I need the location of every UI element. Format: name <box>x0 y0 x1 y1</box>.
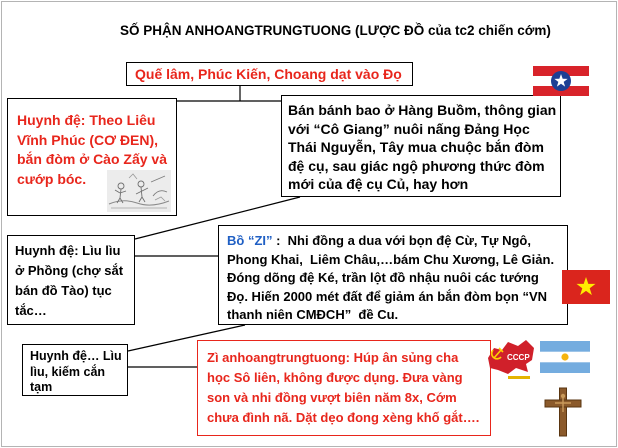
text-fragment: : Nhi đồng a dua với bọn đệ Cừ, Tự Ngô, <box>272 233 531 248</box>
text-line: Thái Nguyễn, Tây mua chuộc bắn đòm <box>288 139 544 156</box>
text-line: cướp bóc. <box>17 170 87 187</box>
ussr-map-icon <box>486 338 536 384</box>
sketch-image <box>107 170 171 212</box>
text-line: son và nhi đồng vượt biên năm 8x, Cớm <box>207 390 457 405</box>
diagram-title: SỐ PHẬN ANHOANGTRUNGTUONG (LƯỢC ĐỒ của tc2 chiến cớm) <box>120 23 551 38</box>
text-line <box>227 232 567 251</box>
origin-box <box>126 62 413 86</box>
brother-2-box <box>7 235 135 325</box>
text-line: bắn đòm ở Cào Zấy và <box>17 151 167 167</box>
ussr-lettering: CCCP <box>507 353 530 362</box>
text-line: Phong Khai, Liêm Châu,…bám Chu Xương, Lê Giản. <box>227 251 555 267</box>
text-line: lìu, kiếm cắn <box>30 364 106 379</box>
argentina-flag-icon <box>540 341 590 373</box>
cross-icon <box>541 386 585 438</box>
text-line: Huynh đệ… Lìu <box>30 349 122 363</box>
star-flag-icon <box>533 66 589 96</box>
text-line: Bán bánh bao ở Hàng Buồm, thông gian <box>288 102 557 118</box>
text-line: Huynh đệ: Lìu lìu <box>15 243 121 258</box>
brother-3-box <box>22 344 128 396</box>
text-line: tạm <box>30 380 53 394</box>
text-line: tắc… <box>15 303 47 318</box>
text-line: chưa đình nã. Dặt dẹo đong xèng khố gắt…. <box>207 410 480 425</box>
text-line: mới của đệ cụ Củ, hay hơn <box>288 176 469 193</box>
text-line: với “Cô Giang” nuôi nấng Đảng Học <box>288 120 530 137</box>
stage-1-box <box>281 95 561 197</box>
text-line: Zì anhoangtrungtuong: Húp ân sủng cha <box>207 350 459 365</box>
text-line: Huynh đệ: Theo Liêu <box>17 112 156 128</box>
brother-1-box <box>7 98 177 216</box>
stage-3-box <box>197 340 491 436</box>
text-line: Vĩnh Phúc (CƠ ĐEN), <box>17 131 159 148</box>
text-line: Đọ. Hiến 2000 mét đất để giảm án bắn đòm bọn “VN <box>227 288 547 304</box>
text-line: thanh niên CMĐCH” đề Cu. <box>227 307 399 322</box>
text-line: ở Phồng (chợ sắt <box>15 263 124 278</box>
text-line: bán đồ Tào) tục <box>15 283 112 298</box>
text-line: đệ cụ, sau giác ngộ phương thức đòm <box>288 157 545 174</box>
stage-2-label: Bồ “ZI” <box>227 233 273 248</box>
text-line: học Sô liên, không được dụng. Đưa vàng <box>207 370 463 385</box>
vietnam-flag-icon <box>562 270 610 304</box>
origin-text: Quế lâm, Phúc Kiến, Choang dạt vào Đọ <box>135 66 402 82</box>
text-line: Đóng dõng đệ Ké, trần lột đồ nhậu nuôi các tướng <box>227 270 539 285</box>
stage-2-box <box>218 225 568 325</box>
